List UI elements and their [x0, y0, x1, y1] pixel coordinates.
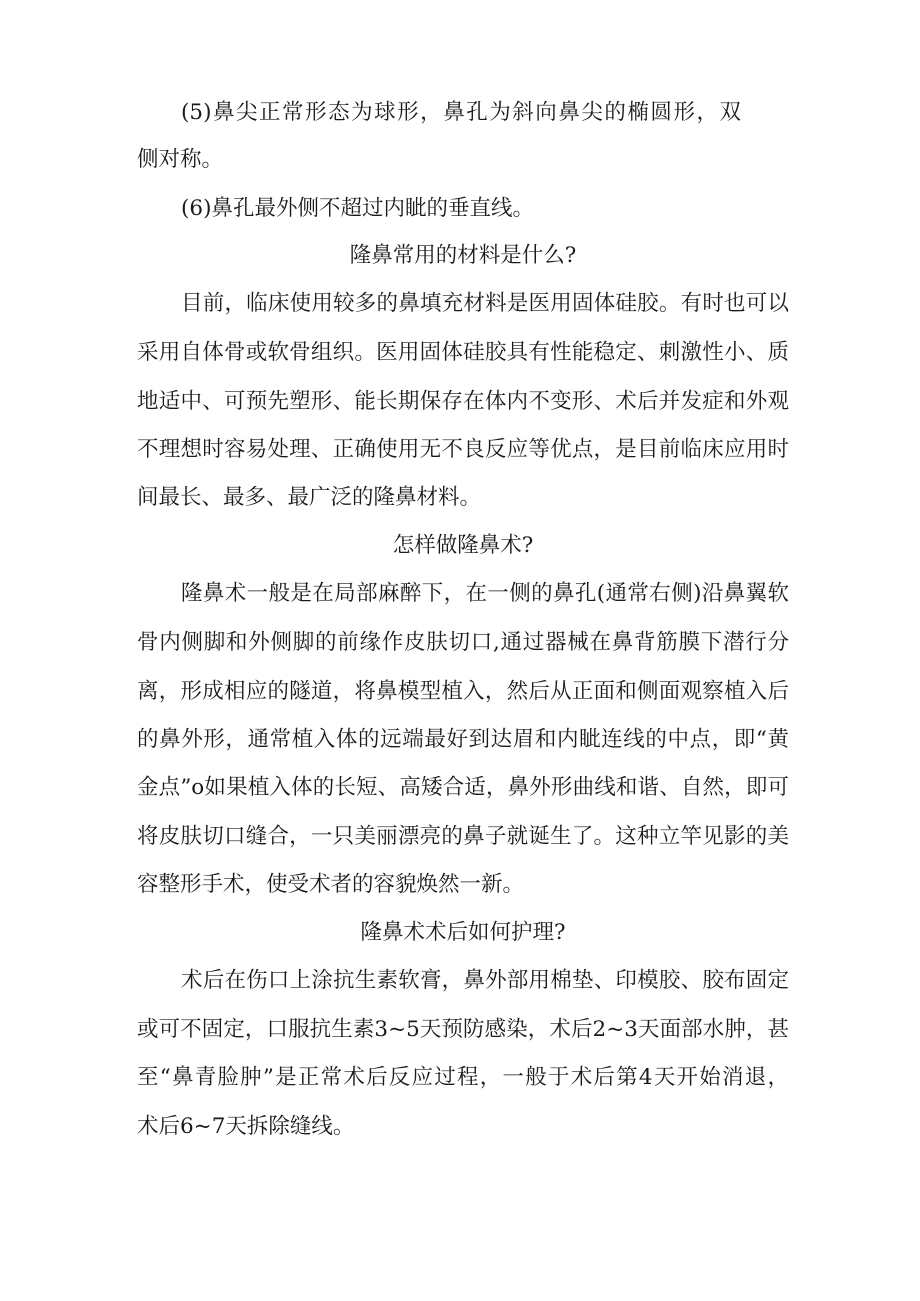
paragraph-line: 不理想时容易处理、正确使用无不良反应等优点，是目前临床应用时 — [137, 437, 789, 462]
paragraph-line: 或可不固定，口服抗生素3~5天预防感染，术后2~3天面部水肿，甚 — [137, 1017, 789, 1042]
section-heading-care: 隆鼻术术后如何护理? — [360, 920, 566, 945]
paragraph-line: 的鼻外形，通常植入体的远端最好到达眉和内眦连线的中点，即“黄 — [137, 727, 789, 752]
item5-line1: (5)鼻尖正常形态为球形，鼻孔为斜向鼻尖的椭圆形，双 — [181, 100, 741, 125]
paragraph-line: 术后6~7天拆除缝线。 — [137, 1114, 355, 1139]
paragraph-line: 离，形成相应的隧道，将鼻模型植入，然后从正面和侧面观察植入后 — [137, 679, 789, 704]
paragraph-line: 金点”o如果植入体的长短、高矮合适，鼻外形曲线和谐、自然，即可 — [137, 775, 789, 800]
section-heading-materials: 隆鼻常用的材料是什么? — [349, 243, 577, 268]
paragraph-line: 将皮肤切口缝合，一只美丽漂亮的鼻子就诞生了。这种立竿见影的美 — [137, 824, 789, 849]
paragraph-line: 地适中、可预先塑形、能长期保存在体内不变形、术后并发症和外观 — [137, 389, 789, 414]
paragraph-line: 隆鼻术一般是在局部麻醉下，在一侧的鼻孔(通常右侧)沿鼻翼软 — [181, 581, 789, 606]
paragraph-line: 骨内侧脚和外侧脚的前缘作皮肤切口,通过器械在鼻背筋膜下潜行分 — [137, 630, 789, 655]
paragraph-line: 至“鼻青脸肿”是正常术后反应过程，一般于术后第4天开始消退， — [137, 1065, 789, 1090]
paragraph-line: 目前，临床使用较多的鼻填充材料是医用固体硅胶。有时也可以 — [181, 291, 789, 316]
item5-line2: 侧对称。 — [137, 147, 224, 172]
paragraph-line: 间最长、最多、最广泛的隆鼻材料。 — [137, 485, 482, 510]
paragraph-line: 采用自体骨或软骨组织。医用固体硅胶具有性能稳定、刺激性小、质 — [137, 340, 789, 365]
item6-line1: (6)鼻孔最外侧不超过内眦的垂直线。 — [181, 196, 534, 221]
paragraph-line: 术后在伤口上涂抗生素软膏，鼻外部用棉垫、印模胶、胶布固定 — [181, 968, 789, 993]
paragraph-line: 容整形手术，使受术者的容貌焕然一新。 — [137, 872, 525, 897]
section-heading-procedure: 怎样做隆鼻术? — [392, 533, 534, 558]
